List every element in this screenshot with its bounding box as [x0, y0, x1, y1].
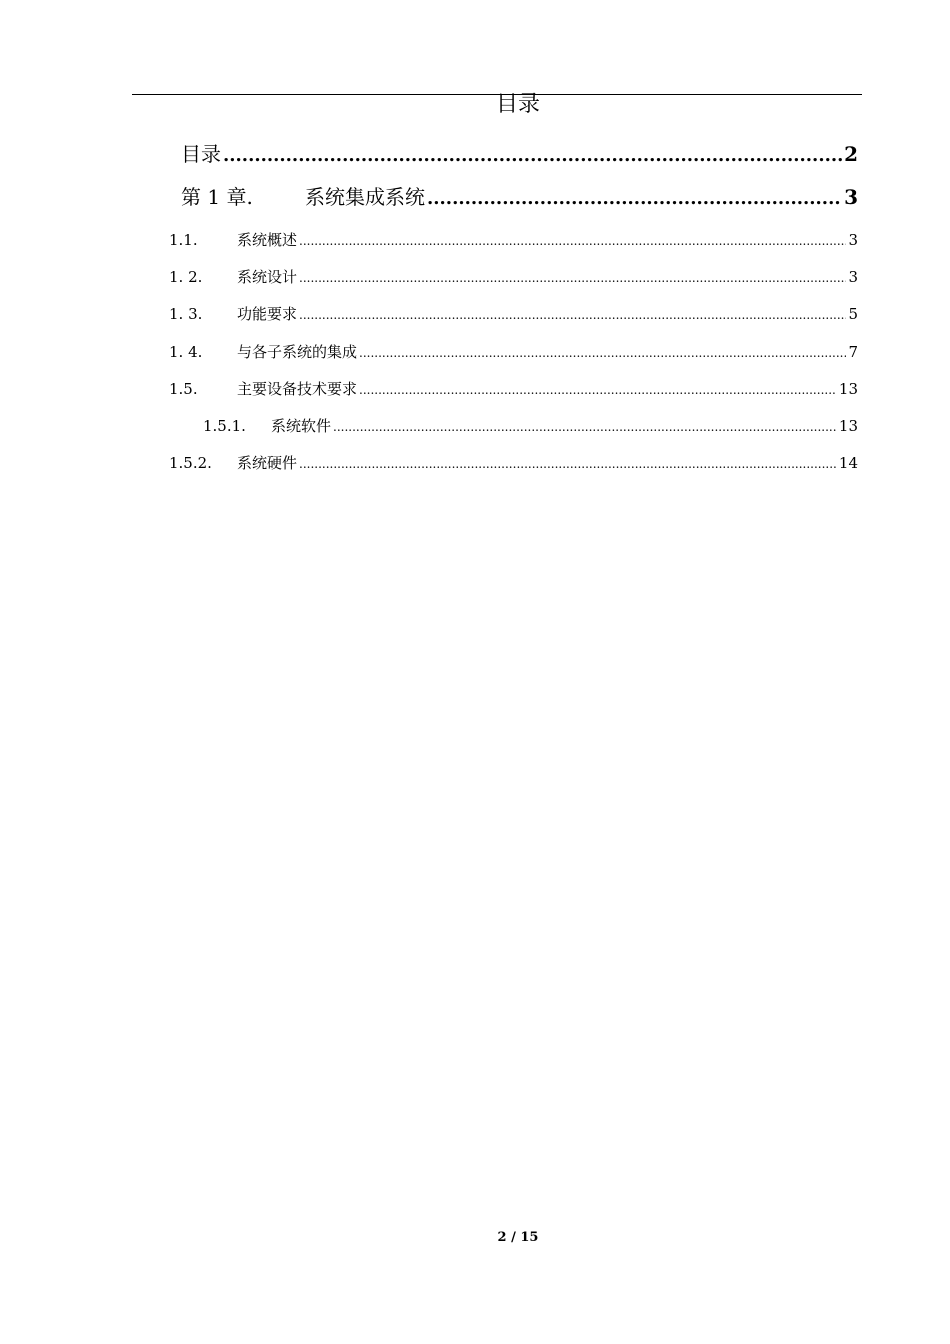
toc-entry-1-5-2[interactable]: [169, 452, 858, 475]
toc-entry-title: 系统软件: [271, 417, 332, 435]
toc-entry-title: 与各子系统的集成: [237, 343, 358, 361]
toc-entry-title: 系统集成系统: [305, 185, 425, 209]
toc-leader: [359, 342, 846, 364]
toc-entry-chapter-1[interactable]: [181, 183, 858, 213]
toc-entry-page: 2: [844, 142, 858, 166]
toc-entry-1-4[interactable]: [169, 341, 858, 364]
toc-entry-title: 系统设计: [237, 268, 298, 286]
toc-entry-1-5-1[interactable]: [203, 415, 858, 438]
toc-entry-number: 1. 4.: [169, 343, 203, 361]
toc-entry-title: 功能要求: [237, 305, 298, 323]
toc-leader: [299, 453, 837, 475]
toc-entry-page: 3: [844, 185, 858, 209]
toc-entry-number: 1.5.1.: [203, 417, 246, 435]
toc-leader: [359, 379, 837, 401]
toc-leader: [223, 142, 842, 170]
toc-leader: [299, 304, 846, 326]
toc-entry-title: 目录: [181, 142, 221, 166]
toc-entry-page: 3: [848, 268, 858, 286]
toc-entry-title: 系统概述: [237, 231, 298, 249]
toc-leader: [333, 416, 837, 438]
toc-entry-number: 1. 2.: [169, 268, 203, 286]
toc-leader: [299, 230, 846, 252]
toc-entry-1-2[interactable]: [169, 266, 858, 289]
toc-entry-page: 3: [848, 231, 858, 249]
toc-entry-number: 1.1.: [169, 231, 198, 249]
toc-entry-page: 13: [838, 417, 858, 435]
toc-entry-number: 1.5.2.: [169, 454, 212, 472]
toc-entry-page: 14: [838, 454, 858, 472]
toc-leader: [299, 267, 846, 289]
toc-entry-number: 1. 3.: [169, 305, 203, 323]
toc-heading: 目录: [495, 92, 540, 117]
toc-entry-1-5[interactable]: [169, 378, 858, 401]
toc-entry-number: 1.5.: [169, 380, 198, 398]
toc-entry-1-1[interactable]: [169, 229, 858, 252]
toc-entry-page: 13: [838, 380, 858, 398]
page-number-footer: 2 / 15: [497, 1230, 539, 1245]
toc-entry-title: 系统硬件: [237, 454, 298, 472]
toc-entry-1-3[interactable]: [169, 303, 858, 326]
toc-entry-page: 7: [848, 343, 858, 361]
toc-entry-page: 5: [848, 305, 858, 323]
toc-entry-title: 主要设备技术要求: [237, 380, 358, 398]
toc-entry-mulu[interactable]: [181, 140, 858, 170]
toc-entry-number: 第 1 章.: [181, 185, 253, 209]
toc-leader: [427, 185, 842, 213]
